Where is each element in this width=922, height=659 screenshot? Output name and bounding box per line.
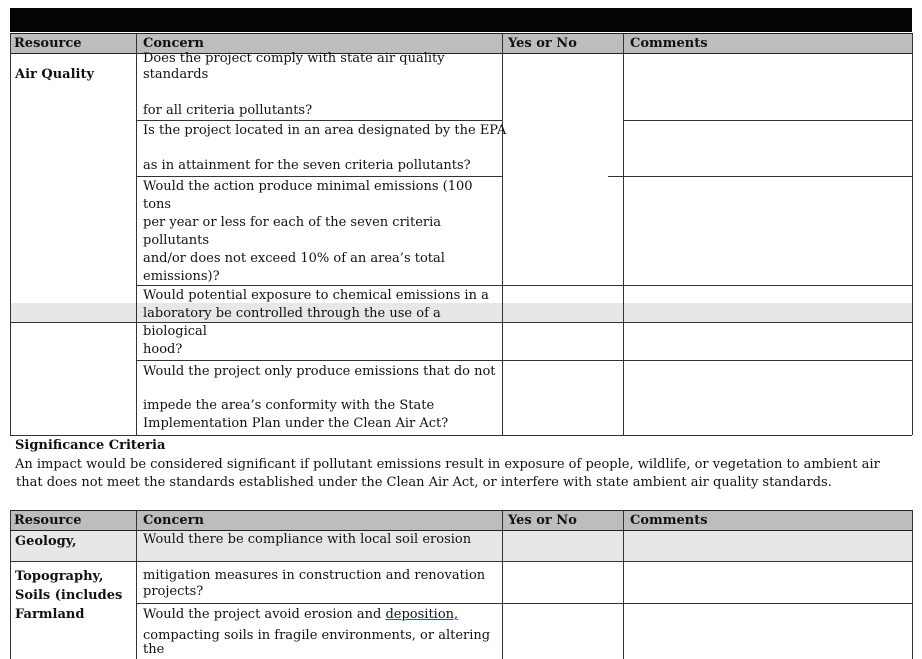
grid-line <box>502 33 503 435</box>
concern-line: for all criteria pollutants? <box>143 103 313 118</box>
col-concern-header: Concern <box>143 36 204 51</box>
significance-line: that does not meet the standards established under the Clean Air Act, or interfere with state ambient air quality standards. <box>16 475 832 490</box>
table2-header <box>10 510 912 531</box>
grid-line <box>10 561 912 562</box>
concern-line: Would potential exposure to chemical emissions in a <box>143 288 489 303</box>
top-black-bar <box>10 8 912 32</box>
concern-line: Is the project located in an area designated by the EPA <box>143 123 507 138</box>
col-resource-header: Resource <box>14 513 82 528</box>
concern-line: the <box>143 642 165 657</box>
resource-line: Topography, <box>15 569 104 584</box>
grid-line <box>136 33 137 435</box>
concern-text: Would the project avoid erosion and <box>143 607 386 622</box>
grid-line <box>623 33 624 435</box>
significance-title: Significance Criteria <box>15 438 166 453</box>
concern-line: impede the area’s conformity with the State <box>143 398 435 413</box>
col-resource-header: Resource <box>14 36 82 51</box>
concern-line: standards <box>143 67 209 82</box>
grid-line <box>10 435 912 436</box>
grid-line <box>136 176 502 177</box>
col-yesno-header: Yes or No <box>508 513 577 528</box>
concern-line: hood? <box>143 342 183 357</box>
grid-line <box>502 510 503 659</box>
concern-line: mitigation measures in construction and renovation <box>143 568 486 583</box>
concern-line <box>143 606 490 623</box>
concern-line: pollutants <box>143 233 210 248</box>
concern-q5 <box>143 363 496 433</box>
concern-line: Does the project comply with state air quality <box>143 51 445 66</box>
concern-line: tons <box>143 197 172 212</box>
significance-text <box>15 456 880 492</box>
spellcheck-word: deposition, <box>385 607 459 622</box>
grid-line <box>608 176 912 177</box>
concern-line: Would the action produce minimal emissions (100 <box>143 179 473 194</box>
concern-line: Would the project only produce emissions that do not <box>143 364 496 379</box>
concern-line: Implementation Plan under the Clean Air Act? <box>143 416 449 431</box>
resource-air-quality: Air Quality <box>15 67 95 82</box>
concern-geo-q3 <box>143 606 490 656</box>
concern-q3 <box>143 178 473 286</box>
grid-line <box>623 510 624 659</box>
concern-line: per year or less for each of the seven criteria <box>143 215 442 230</box>
resource-geology <box>15 532 122 624</box>
concern-line: compacting soils in fragile environments, or altering <box>143 628 491 643</box>
col-concern-header: Concern <box>143 513 204 528</box>
grid-line <box>136 360 912 361</box>
concern-line: as in attainment for the seven criteria pollutants? <box>143 158 471 173</box>
concern-geo-q2 <box>143 568 485 600</box>
concern-line: emissions)? <box>143 269 220 284</box>
col-yesno-header: Yes or No <box>508 36 577 51</box>
grid-line <box>136 510 137 659</box>
concern-line: biological <box>143 324 207 339</box>
concern-line: and/or does not exceed 10% of an area’s total <box>143 251 445 266</box>
concern-line: laboratory be controlled through the use of a <box>143 306 441 321</box>
grid-line <box>912 33 913 435</box>
concern-line: projects? <box>143 584 204 599</box>
grid-line <box>912 510 913 659</box>
grid-line <box>623 120 912 121</box>
grid-line <box>136 120 502 121</box>
concern-q1 <box>143 51 445 119</box>
resource-line: Farmland <box>15 607 85 622</box>
col-comments-header: Comments <box>630 36 708 51</box>
concern-geo-q1: Would there be compliance with local soil erosion <box>143 532 472 547</box>
concern-q4 <box>143 287 489 359</box>
resource-line: Geology, <box>15 534 77 549</box>
significance-line: An impact would be considered significant if pollutant emissions result in exposure of people, wildlife, or vegetation to ambient air <box>15 457 880 472</box>
col-comments-header: Comments <box>630 513 708 528</box>
concern-q2 <box>143 123 506 174</box>
grid-line <box>10 33 11 435</box>
grid-line <box>10 510 11 659</box>
grid-line <box>136 603 912 604</box>
resource-line: Soils (includes <box>15 588 123 603</box>
